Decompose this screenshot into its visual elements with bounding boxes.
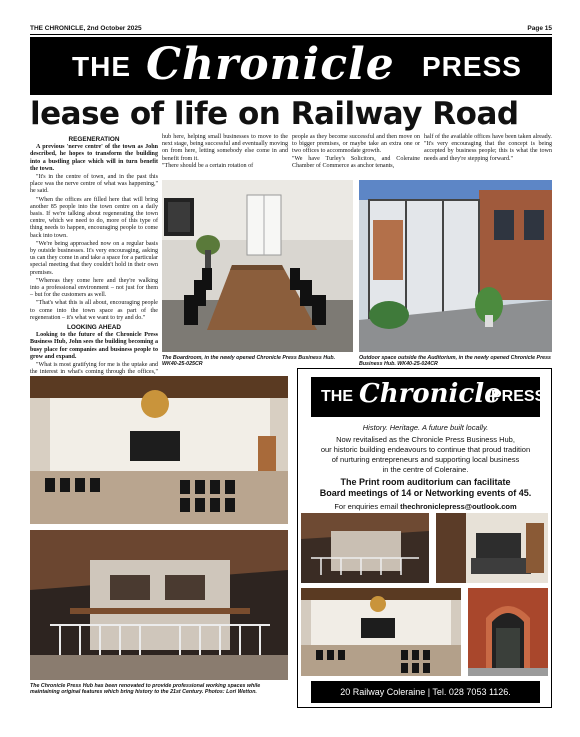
advert-tagline: History. Heritage. A future built locally. [362, 423, 489, 432]
enquiry-email[interactable]: thechroniclepress@outlook.com [400, 502, 517, 511]
enquiry-prefix: For enquiries email [334, 502, 401, 511]
auditorium-photo [30, 376, 288, 524]
article-paragraph: "What is most gratifying for me is the uptake and the interest in what's coming through the offices," [30, 362, 158, 376]
article-lead: A previous 'nerve centre' of the town as John described, he hopes to transform the building into a bustling place which will in turn benefit the town. [30, 144, 158, 172]
subheading: LOOKING AHEAD [66, 324, 122, 332]
advert-photo-auditorium [301, 588, 461, 676]
article-paragraph: "Whereas they come here and they're walking into a professional environment – not just for them – but for the customers as well. [30, 277, 158, 299]
outdoor-caption: Outdoor space outside the Auditorium, in the newly opened Chronicle Press Business Hub. WK40-25-024CR [359, 355, 551, 368]
article-paragraph: Looking to the future of the Chronicle Press Business Hub, John sees the building becoming a busy place for companies and business people to grow and expand. [30, 332, 158, 360]
advert-the: THE [321, 388, 353, 405]
article-column-2: hub here, helping small businesses to move to the next stage, being successful and eventually moving on from here, letting somebody else come in and benefit from it. "There should be a certain rotation of [162, 134, 288, 169]
advert-body-line: Now revitalised as the Chronicle Press Business Hub, [336, 435, 515, 444]
article-column-4: half of the available offices have been taken already. "It's very encouraging that the concept is being accepted by business people; this is what the town needs and they're stepping forward." [424, 134, 552, 162]
advert-photo-brick-doorway [468, 588, 548, 676]
boardroom-caption: The Boardroom, in the newly opened Chronicle Press Business Hub. WK40-25-025CR [162, 355, 336, 368]
advert-title: Chronicle [359, 379, 501, 409]
advert-offer-line: The Print room auditorium can facilitate [340, 477, 511, 487]
article-paragraph: "We're being approached now on a regular basis by outside businesses. It's very encouraging, asking us can they come in and take a space for a particular special meeting that they couldn't hold in their own premises. [30, 240, 158, 276]
masthead-the: THE [72, 51, 131, 82]
outdoor-photo [359, 180, 552, 352]
boardroom-photo [162, 180, 353, 352]
chronicle-press-advert [297, 368, 552, 708]
article-column-3: people as they become successful and then move on to bigger premises, or maybe take an extra one or two offices to accommodate growth. "We have Turley's Solicitors, and Coleraine Chamber of Commerce as anchor tenants, [292, 134, 420, 169]
publication-date: THE CHRONICLE, 2nd October 2025 [30, 25, 142, 32]
advert-enquiry [302, 502, 549, 511]
masthead [30, 37, 552, 95]
atrium-photo [30, 530, 288, 680]
advert-body-line: in the centre of Coleraine. [382, 465, 469, 474]
advert-photo-lounge [436, 513, 548, 583]
advert-offer-line: Board meetings of 14 or Networking events of 45. [319, 488, 532, 498]
advert-body-line: our historic building endeavours to continue that proud tradition [320, 445, 531, 454]
article-column-1 [30, 134, 158, 393]
advert-photo-atrium [301, 513, 429, 583]
advert-body-line: of nurturing entrepreneurs and supporting local business [331, 455, 520, 464]
article-paragraph: "That's what this is all about, encouraging people to come into the town space as part of the regeneration – it's what we want to try and do." [30, 300, 158, 321]
page-number: Page 15 [527, 25, 552, 32]
advert-footer: 20 Railway Coleraine | Tel. 028 7053 1126. [311, 681, 540, 703]
header-rule [30, 34, 552, 35]
advert-masthead [311, 377, 546, 417]
advert-press: PRESS [491, 388, 546, 405]
article-headline: lease of life on Railway Road [30, 96, 519, 132]
bottom-caption: The Chronicle Press Hub has been renovated to provide professional working spaces while maintaining original features which bring history to the 21st Century. Photos: Lori Wetton. [30, 683, 261, 696]
masthead-title: Chronicle [146, 39, 395, 90]
article-paragraph: "It's in the centre of town, and in the past this place was the nerve centre of what was happening," he said. [30, 174, 158, 195]
masthead-press: PRESS [422, 51, 522, 82]
kicker-heading: REGENERATION [68, 136, 120, 143]
article-paragraph: "When the offices are filled here that will bring another 85 people into the town centre on a daily basis. If we're talking about regenerating the town centre, which we need to do, more of this type of thing needs to happen, encouraging people to come back into town. [30, 196, 158, 239]
